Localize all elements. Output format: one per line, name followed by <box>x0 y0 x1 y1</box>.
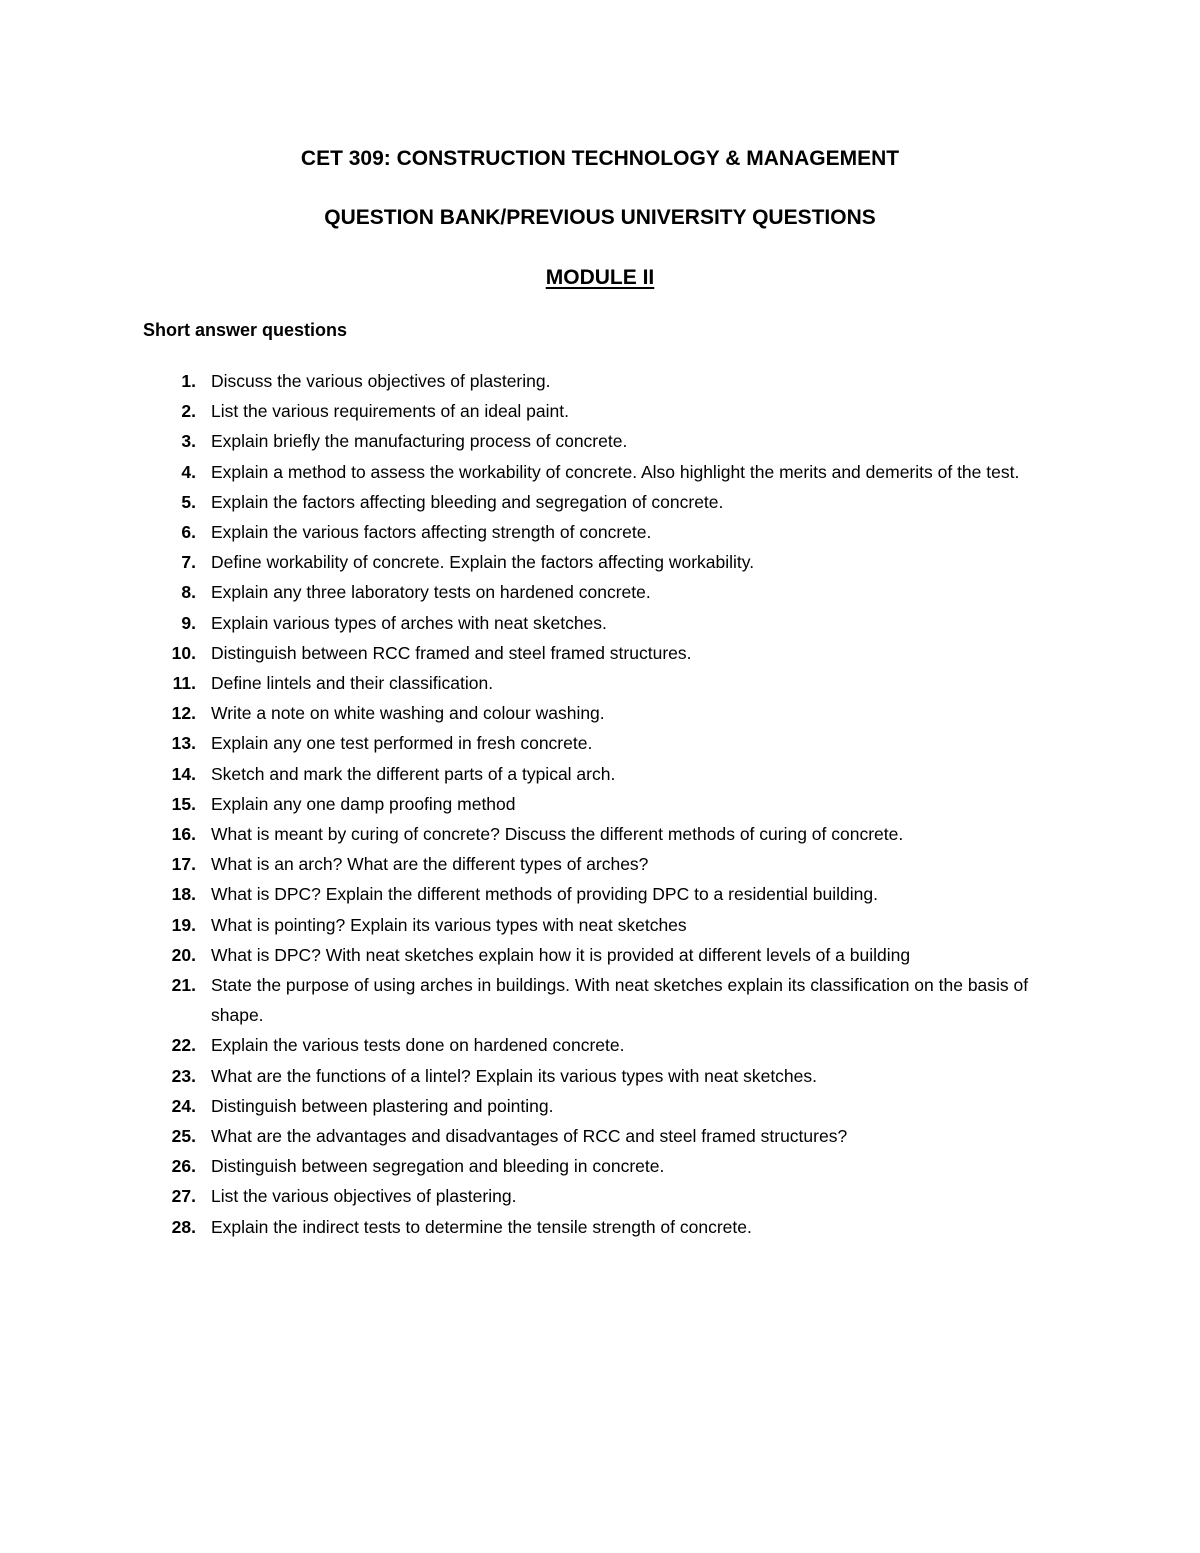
question-text: What is an arch? What are the different types of arches? <box>211 854 649 875</box>
question-item <box>0 366 1200 396</box>
question-number: 27. <box>171 1186 196 1207</box>
question-text: Discuss the various objectives of plastering. <box>211 371 551 391</box>
question-number: 2. <box>181 401 196 422</box>
question-text: List the various objectives of plastering. <box>211 1186 517 1207</box>
question-number: 22. <box>171 1035 196 1056</box>
question-number: 3. <box>181 431 196 452</box>
question-item <box>0 1181 1200 1211</box>
question-item <box>0 517 1200 547</box>
question-text: Write a note on white washing and colour washing. <box>211 703 605 724</box>
question-text: Distinguish between plastering and pointing. <box>211 1095 554 1116</box>
question-number: 18. <box>171 884 196 905</box>
question-item <box>0 1212 1200 1242</box>
question-text: Explain various types of arches with neat sketches. <box>211 612 607 633</box>
question-item <box>0 879 1200 909</box>
question-number: 11. <box>172 673 196 694</box>
question-number: 4. <box>181 461 196 482</box>
question-text: Explain the various factors affecting strength of concrete. <box>211 522 652 543</box>
question-item <box>0 970 1200 1030</box>
question-text: Define workability of concrete. Explain the factors affecting workability. <box>211 552 755 573</box>
question-number: 1. <box>181 371 196 391</box>
question-item <box>0 457 1200 487</box>
module-heading: MODULE II <box>545 266 655 289</box>
question-item <box>0 1061 1200 1091</box>
question-text: State the purpose of using arches in buildings. With neat sketches explain its classification on the basis of shape. <box>211 975 1029 1026</box>
question-item <box>0 1091 1200 1121</box>
question-item <box>0 547 1200 577</box>
question-number: 16. <box>171 824 196 845</box>
question-number: 17. <box>171 854 196 875</box>
question-text: Explain any one test performed in fresh concrete. <box>211 733 593 754</box>
question-item <box>0 849 1200 879</box>
question-text: What are the functions of a lintel? Explain its various types with neat sketches. <box>211 1065 818 1086</box>
question-item <box>0 698 1200 728</box>
question-number: 24. <box>171 1095 196 1116</box>
question-number: 26. <box>171 1156 196 1177</box>
question-item <box>0 608 1200 638</box>
question-number: 5. <box>181 491 196 512</box>
document-title: CET 309: CONSTRUCTION TECHNOLOGY & MANAGEMENT <box>300 147 900 170</box>
question-text: Explain the factors affecting bleeding and segregation of concrete. <box>211 491 724 512</box>
question-item <box>0 1030 1200 1060</box>
question-number: 19. <box>171 914 196 935</box>
question-number: 7. <box>181 552 196 573</box>
document-subtitle: QUESTION BANK/PREVIOUS UNIVERSITY QUESTIONS <box>324 206 876 229</box>
question-item <box>0 577 1200 607</box>
section-heading: Short answer questions <box>143 320 348 340</box>
question-text: What is DPC? Explain the different methods of providing DPC to a residential building. <box>211 884 878 905</box>
question-item <box>0 426 1200 456</box>
question-item <box>0 819 1200 849</box>
question-item <box>0 910 1200 940</box>
question-text: List the various requirements of an ideal paint. <box>211 401 569 422</box>
question-number: 9. <box>181 612 196 633</box>
question-number: 6. <box>181 522 196 543</box>
question-text: Explain any three laboratory tests on hardened concrete. <box>211 582 651 603</box>
question-text: What is DPC? With neat sketches explain how it is provided at different levels of a building <box>211 944 911 965</box>
question-item <box>0 487 1200 517</box>
question-text: Explain the various tests done on hardened concrete. <box>211 1035 625 1056</box>
question-text: Explain briefly the manufacturing process of concrete. <box>211 431 628 452</box>
question-number: 23. <box>171 1065 196 1086</box>
question-text: Explain the indirect tests to determine the tensile strength of concrete. <box>211 1216 752 1237</box>
question-number: 21. <box>171 975 196 996</box>
question-text: Explain a method to assess the workability of concrete. Also highlight the merits and demerits of the test. <box>211 461 1020 482</box>
question-number: 8. <box>181 582 196 603</box>
question-number: 13. <box>171 733 196 754</box>
question-number: 10. <box>171 642 196 663</box>
question-text: Distinguish between RCC framed and steel framed structures. <box>211 642 692 663</box>
question-text: Define lintels and their classification. <box>211 673 494 694</box>
question-number: 12. <box>171 703 196 724</box>
question-number: 14. <box>171 763 196 784</box>
question-text: Explain any one damp proofing method <box>211 793 516 814</box>
question-text: What are the advantages and disadvantages of RCC and steel framed structures? <box>211 1126 848 1147</box>
question-text: What is pointing? Explain its various types with neat sketches <box>211 914 687 935</box>
question-text: Sketch and mark the different parts of a typical arch. <box>211 763 616 784</box>
question-item <box>0 668 1200 698</box>
question-number: 20. <box>171 944 196 965</box>
question-item <box>0 1121 1200 1151</box>
question-list <box>0 366 1200 1242</box>
question-item <box>0 1151 1200 1181</box>
question-number: 28. <box>171 1216 196 1237</box>
question-item <box>0 728 1200 758</box>
question-number: 25. <box>171 1126 196 1147</box>
question-number: 15. <box>171 793 196 814</box>
question-item <box>0 396 1200 426</box>
question-item <box>0 638 1200 668</box>
question-item <box>0 789 1200 819</box>
question-text: What is meant by curing of concrete? Discuss the different methods of curing of concrete. <box>211 824 904 845</box>
question-item <box>0 940 1200 970</box>
question-item <box>0 759 1200 789</box>
question-text: Distinguish between segregation and bleeding in concrete. <box>211 1156 665 1177</box>
